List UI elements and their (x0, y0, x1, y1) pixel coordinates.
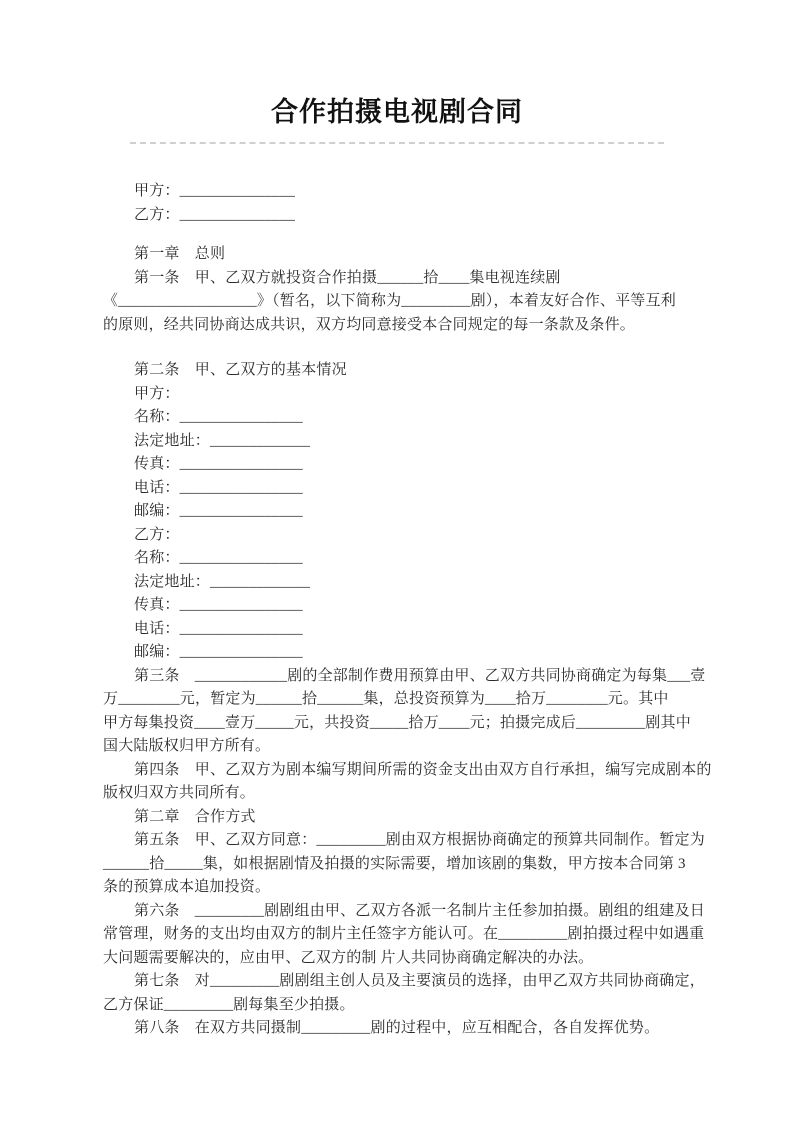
article-2-party-a-label: 甲方： (134, 385, 180, 402)
article-1-line-2: 《__________________》（暂名，以下简称为_________剧），本着友好合作、平等互利 (103, 293, 676, 309)
article-3-line-1: 第三条 ____________剧的全部制作费用预算由甲、乙双方共同协商确定为每集___壹 (134, 667, 706, 684)
article-1-line-3: 的原则，经共同协商达成共识，双方均同意接受本合同规定的每一条款及条件。 (103, 316, 636, 333)
article-7-line-2: 乙方保证_________剧每集至少拍摄。 (103, 996, 355, 1013)
party-a-phone-field: 电话：________________ (134, 479, 303, 496)
chapter-1-heading: 第一章 总则 (134, 246, 226, 262)
party-b-fax-field: 传真：________________ (134, 597, 303, 613)
article-3-line-3: 甲方每集投资____壹万_____元，共投资_____拾万____元；拍摄完成后_________剧其中 (103, 714, 691, 731)
article-5-line-3: 条的预算成本追加投资。 (103, 879, 271, 895)
article-2-party-b-label: 乙方： (134, 526, 180, 543)
party-header-block (103, 180, 691, 227)
article-3-line-4: 国大陆版权归甲方所有。 (103, 738, 271, 754)
party-a-fax-field: 传真：________________ (134, 456, 303, 472)
party-a-address-field: 法定地址：_____________ (134, 432, 311, 449)
party-a-name-field: 名称：________________ (134, 409, 303, 425)
article-5-line-2: ______拾_____集，如根据剧情及拍摄的实际需要，增加该剧的集数，甲方按本合同第 3 (103, 855, 686, 872)
party-b-phone-field: 电话：________________ (134, 620, 303, 637)
article-2-heading: 第二条 甲、乙双方的基本情况 (134, 362, 347, 378)
article-4-line-2: 版权归双方共同所有。 (103, 785, 256, 801)
article-6-line-2: 常管理，财务的支出均由双方的制片主任签字方能认可。在_________剧拍摄过程中如遇重 (103, 926, 705, 942)
article-6-line-1: 第六条 _________剧剧组由甲、乙双方各派一名制片主任参加拍摄。剧组的组建及日 (134, 902, 705, 919)
article-3-line-2: 万________元，暂定为______拾______集，总投资预算为____拾万________元。其中 (103, 691, 669, 707)
dotted-separator-line (130, 142, 664, 144)
article-1-line-1: 第一条 甲、乙双方就投资合作拍摄______拾____集电视连续剧 (134, 269, 561, 286)
document-title: 合作拍摄电视剧合同 (271, 97, 523, 127)
party-b-zip-field: 邮编：________________ (134, 644, 303, 660)
chapter-2-heading: 第二章 合作方式 (134, 808, 256, 825)
article-4-line-1: 第四条 甲、乙双方为剧本编写期间所需的资金支出由双方自行承担，编写完成剧本的 (134, 761, 712, 778)
party-b-name-field: 名称：________________ (134, 550, 303, 566)
party-b-address-field: 法定地址：_____________ (134, 573, 311, 590)
party-b-signature-line: 乙方：_______________ (134, 206, 296, 223)
article-8-line-1: 第八条 在双方共同摄制_________剧的过程中，应互相配合，各自发挥优势。 (134, 1020, 660, 1036)
article-7-line-1: 第七条 对_________剧剧组主创人员及主要演员的选择，由甲乙双方共同协商确定， (134, 973, 705, 989)
party-a-zip-field: 邮编：________________ (134, 503, 303, 519)
party-a-signature-line: 甲方：_______________ (134, 183, 296, 199)
article-6-line-3: 大问题需要解决的，应由甲、乙双方的制 片人共同协商确定解决的办法。 (103, 949, 594, 966)
article-5-line-1: 第五条 甲、乙双方同意：_________剧由双方根据协商确定的预算共同制作。暂定为 (134, 832, 705, 848)
